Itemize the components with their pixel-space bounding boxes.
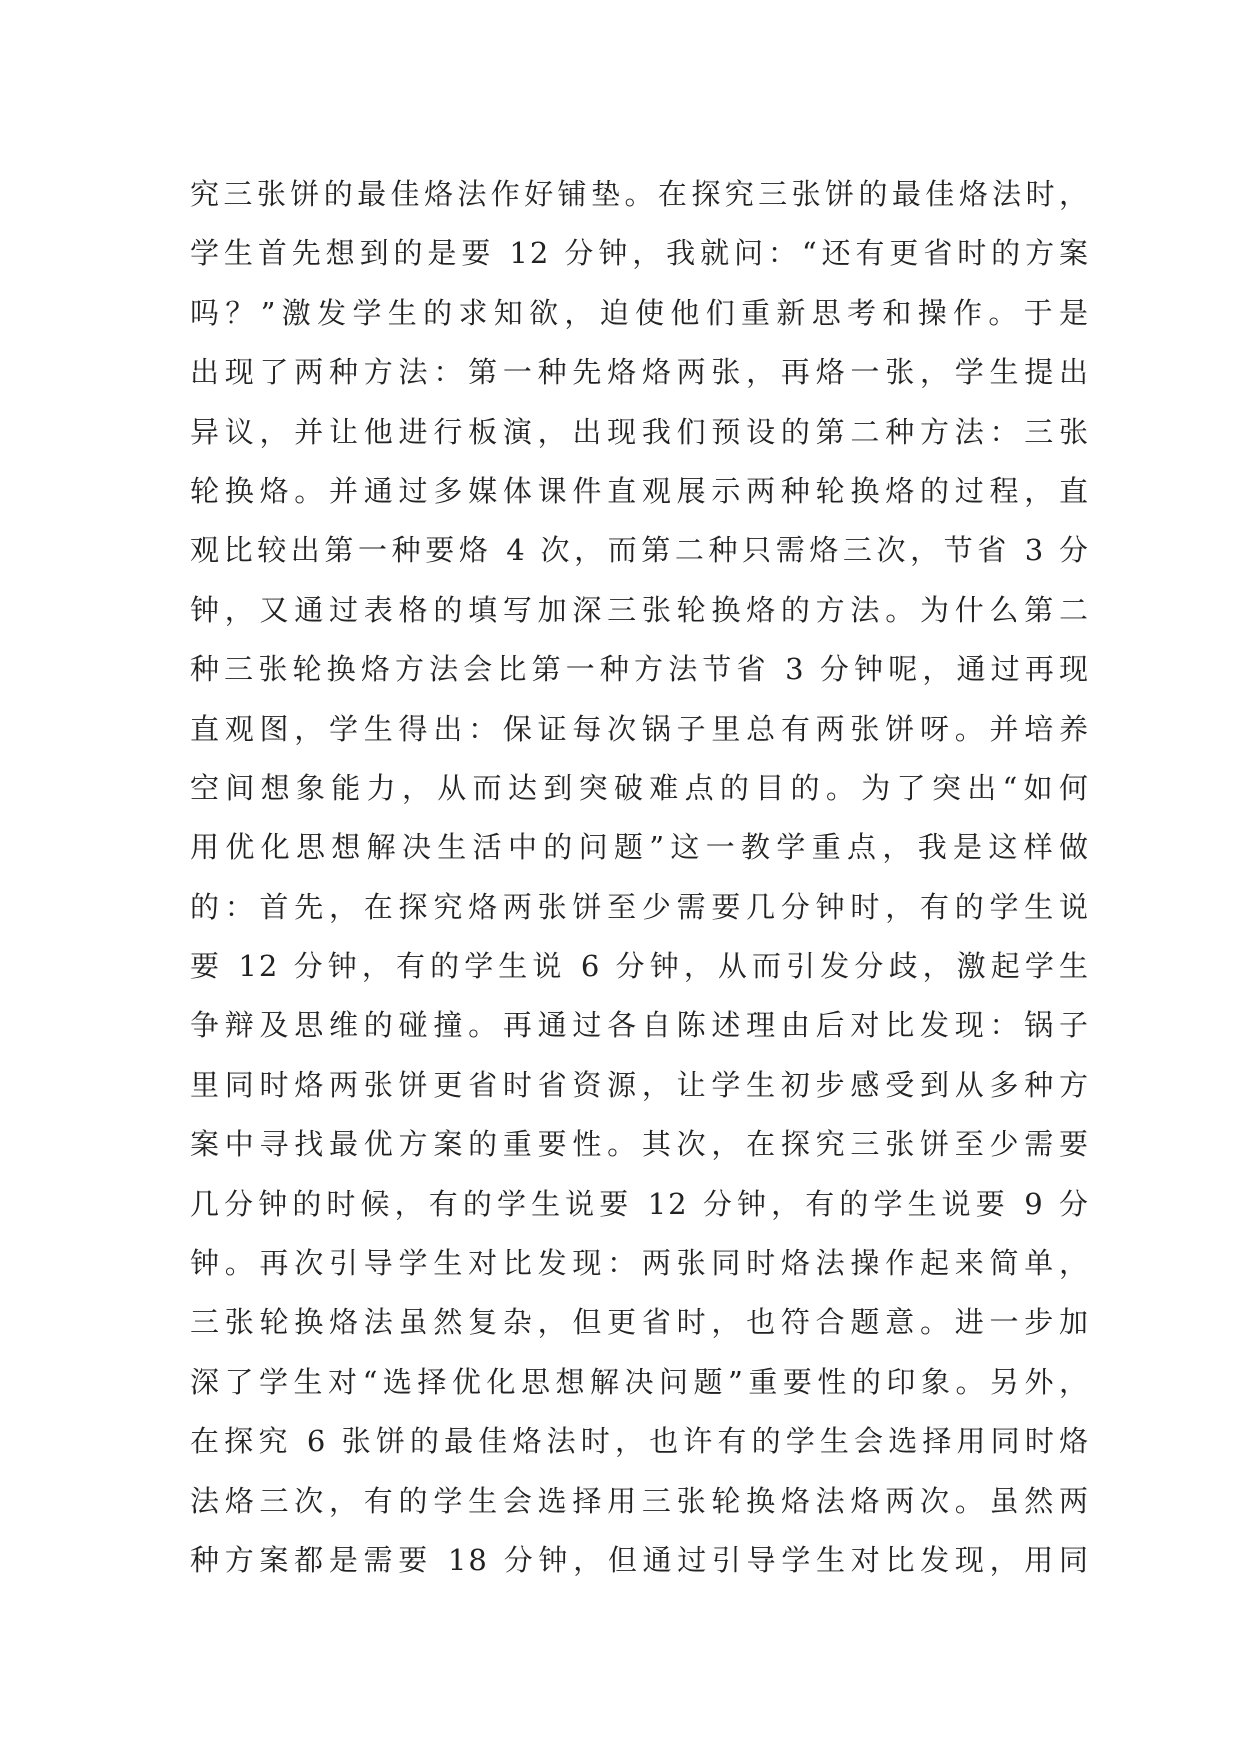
text-line: 轮换烙。并通过多媒体课件直观展示两种轮换烙的过程，直 — [190, 473, 1090, 508]
text-line: 里同时烙两张饼更省时省资源，让学生初步感受到从多种方 — [190, 1067, 1090, 1102]
text-line: 深了学生对“选择优化思想解决问题”重要性的印象。另外， — [190, 1364, 1090, 1399]
text-line: 法烙三次，有的学生会选择用三张轮换烙法烙两次。虽然两 — [190, 1483, 1090, 1518]
text-line: 究三张饼的最佳烙法作好铺垫。在探究三张饼的最佳烙法时， — [190, 177, 1090, 211]
text-line: 种方案都是需要 18 分钟，但通过引导学生对比发现，用同 — [190, 1542, 1090, 1577]
text-line: 用优化思想解决生活中的问题”这一教学重点，我是这样做 — [190, 830, 1090, 865]
body-text — [190, 165, 1090, 1590]
text-line: 三张轮换烙法虽然复杂，但更省时，也符合题意。进一步加 — [190, 1305, 1090, 1340]
text-line: 出现了两种方法：第一种先烙烙两张，再烙一张，学生提出 — [190, 355, 1090, 390]
text-line: 吗？”激发学生的求知欲，迫使他们重新思考和操作。于是 — [190, 295, 1090, 330]
text-line: 几分钟的时候，有的学生说要 12 分钟，有的学生说要 9 分 — [190, 1186, 1090, 1221]
text-line: 钟。再次引导学生对比发现：两张同时烙法操作起来简单， — [190, 1246, 1090, 1281]
text-line: 争辩及思维的碰撞。再通过各自陈述理由后对比发现：锅子 — [190, 1008, 1090, 1043]
text-line: 直观图，学生得出：保证每次锅子里总有两张饼呀。并培养 — [190, 711, 1090, 746]
text-line: 种三张轮换烙方法会比第一种方法节省 3 分钟呢，通过再现 — [190, 652, 1090, 687]
text-line: 在探究 6 张饼的最佳烙法时，也许有的学生会选择用同时烙 — [190, 1424, 1090, 1459]
text-line: 空间想象能力，从而达到突破难点的目的。为了突出“如何 — [190, 770, 1090, 805]
text-line: 案中寻找最优方案的重要性。其次，在探究三张饼至少需要 — [190, 1127, 1090, 1162]
text-line: 观比较出第一种要烙 4 次，而第二种只需烙三次，节省 3 分 — [190, 533, 1090, 568]
text-line: 异议，并让他进行板演，出现我们预设的第二种方法：三张 — [190, 414, 1090, 449]
text-line: 要 12 分钟，有的学生说 6 分钟，从而引发分歧，激起学生 — [190, 949, 1090, 984]
text-line: 学生首先想到的是要 12 分钟，我就问：“还有更省时的方案 — [190, 236, 1090, 271]
text-line: 钟，又通过表格的填写加深三张轮换烙的方法。为什么第二 — [190, 592, 1090, 627]
text-line: 的：首先，在探究烙两张饼至少需要几分钟时，有的学生说 — [190, 889, 1090, 924]
